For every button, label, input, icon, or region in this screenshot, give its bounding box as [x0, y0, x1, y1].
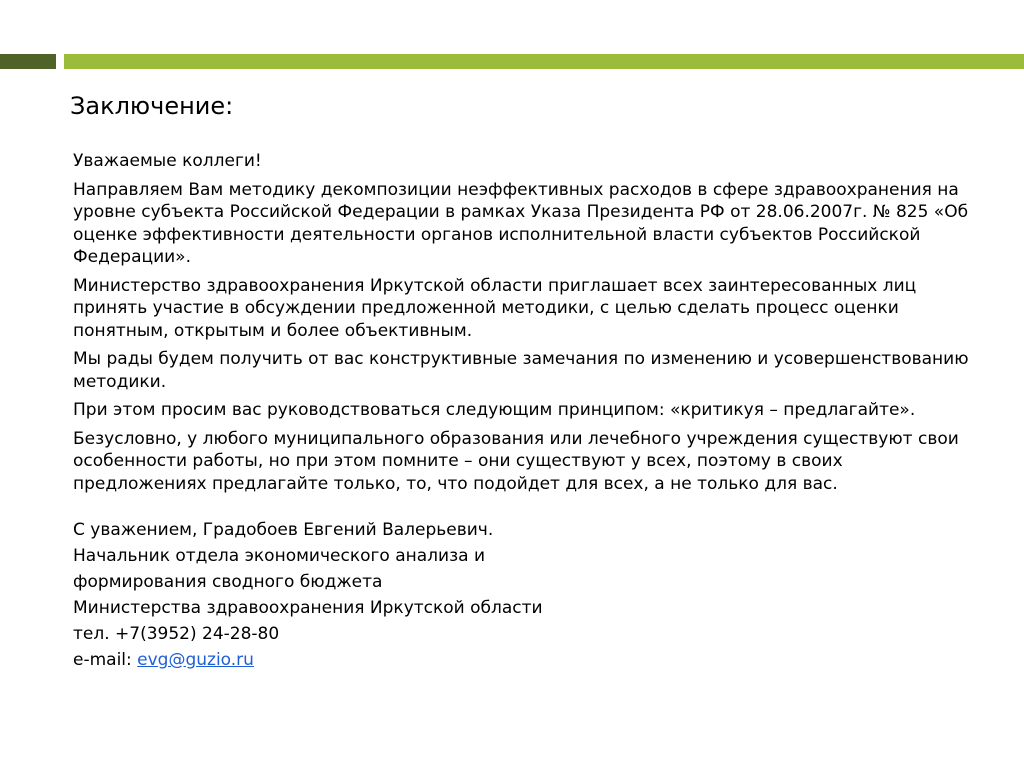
- signature-position-line-1: Начальник отдела экономического анализа и: [73, 546, 486, 566]
- greeting-paragraph: Уважаемые коллеги!: [73, 151, 262, 171]
- slide-body: [73, 150, 973, 673]
- signature-position-line-2: формирования сводного бюджета: [73, 572, 383, 592]
- feedback-paragraph: Мы рады будем получить от вас конструктивные замечания по изменению и усовершенствованию методики.: [73, 349, 969, 392]
- signature-block: [73, 517, 973, 673]
- signature-organization: Министерства здравоохранения Иркутской области: [73, 598, 543, 618]
- email-label: e-mail:: [73, 650, 138, 670]
- header-bar-dark-segment: [0, 54, 56, 69]
- features-paragraph: Безусловно, у любого муниципального образования или лечебного учреждения существуют свои особенности работы, но при этом помните – они существуют у всех, поэтому в своих предложениях предлагайте только, то, что подойдет для всех, а не только для вас.: [73, 428, 959, 494]
- principle-paragraph: При этом просим вас руководствоваться следующим принципом: «критикуя – предлагайте».: [73, 400, 916, 420]
- header-bar-light-segment: [64, 54, 1024, 69]
- signature-email-line: [73, 647, 973, 673]
- slide-title: Заключение:: [70, 92, 234, 120]
- email-link[interactable]: evg@guzio.ru: [137, 650, 254, 670]
- signature-closing: С уважением, Градобоев Евгений Валерьевич.: [73, 520, 494, 540]
- invitation-paragraph: Министерство здравоохранения Иркутской области приглашает всех заинтересованных лиц принять участие в обсуждении предложенной методики, с целью сделать процесс оценки понятным, открытым и более объективным.: [73, 275, 917, 341]
- methodology-paragraph: Направляем Вам методику декомпозиции неэффективных расходов в сфере здравоохранения на уровне субъекта Российской Федерации в рамках Указа Президента РФ от 28.06.2007г. № 825 «Об оценке эффективности деятельности органов исполнительной власти субъектов Российской Федерации».: [73, 179, 969, 267]
- signature-spacer: [73, 501, 973, 517]
- signature-phone: тел. +7(3952) 24-28-80: [73, 624, 280, 644]
